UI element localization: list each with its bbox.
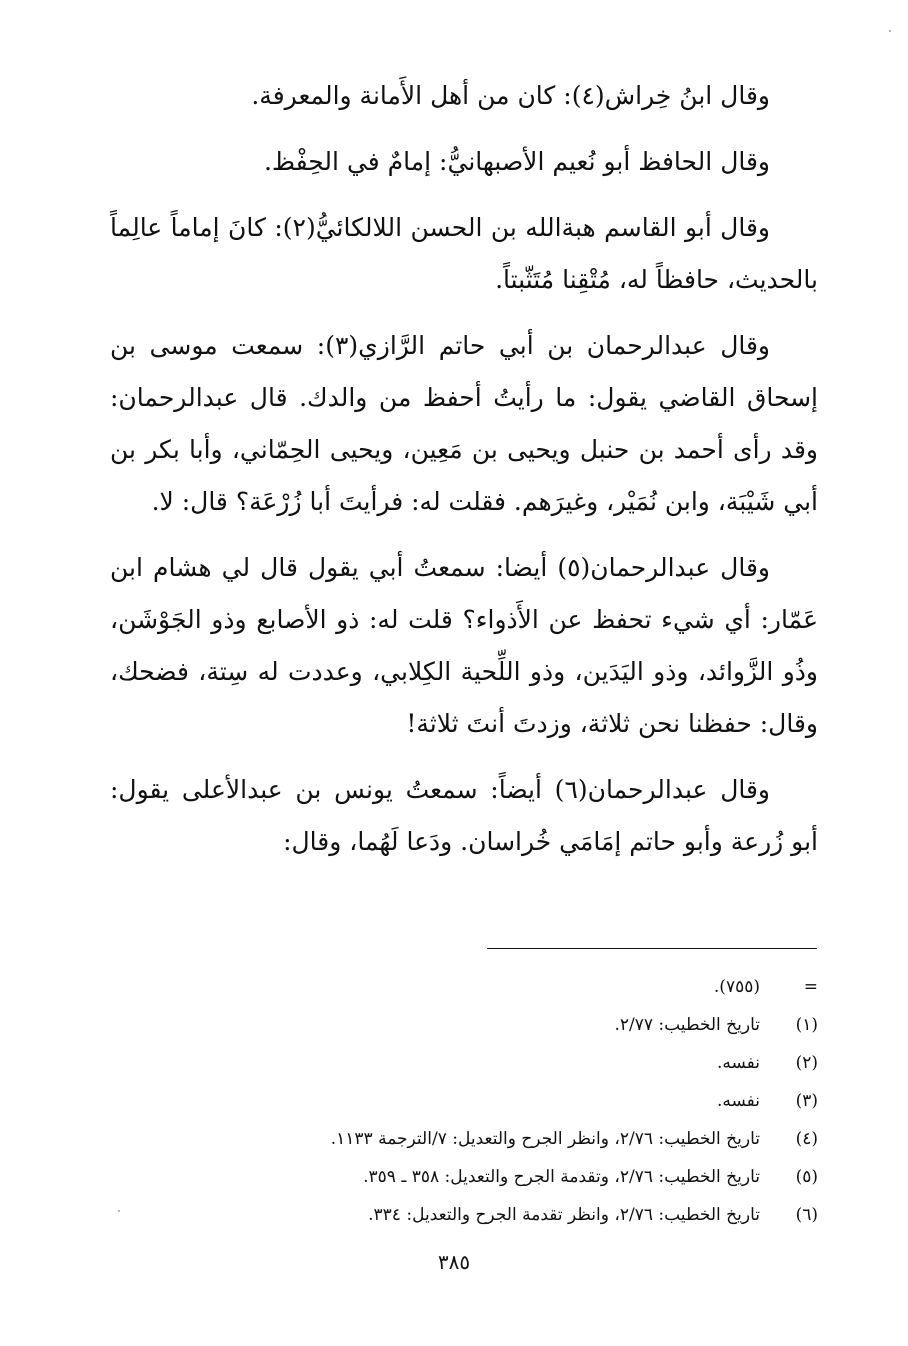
paragraph-ibn-abi-hatim: وقال عبدالرحمان بن أبي حاتم الرَّازي(٣): سمعت موسى بن إسحاق القاضي يقول: ما رأيتُ أحفظ من والدك. قال عبدالرحمان: وقد رأى أحمد بن حنبل ويحيى بن مَعِين، ويحيى الحِمّاني، وأبا بكر بن أبي شَيْبَة، وابن نُمَيْر، وغيرَهم. فقلت له: فرأيتَ أبا زُرْعَة؟ قال: لا. [110,331,818,516]
scan-speck [118,1210,120,1212]
footnote-text: نفسه. [716,1053,760,1073]
footnote-text: نفسه. [716,1091,760,1111]
paragraph-ibn-khirash: وقال ابنُ خِراش(٤): كان من أهل الأَمانة والمعرفة. [251,81,770,110]
footnote-text: تاريخ الخطيب: ٢/٧٦، وانظر الجرح والتعديل: ٧/الترجمة ١١٣٣. [330,1129,760,1149]
scan-speck [889,30,891,32]
paragraph-hisham-ibn-ammar: وقال عبدالرحمان(٥) أيضا: سمعتُ أبي يقول قال لي هشام ابن عَمّار: أي شيء تحفظ عن الأَذواء؟ قلت له: ذو الأصابع وذو الجَوْشَن، وذُو الزَّوائد، وذو اليَدَين، وذو اللِّحية الكِلابي، وعددت له سِتة، فضحك، وقال: حفظنا نحن ثلاثة، وزدتَ أنتَ ثلاثة! [110,553,818,738]
footnote-number: (٢) [795,1053,818,1073]
footnote-number: (٤) [795,1129,818,1149]
paragraph-yunus: وقال عبدالرحمان(٦) أيضاً: سمعتُ يونس بن عبدالأعلى يقول: أبو زُرعة وأبو حاتم إمَامَي خُراسان. ودَعا لَهُما، وقال: [110,775,818,856]
footnote-3 [110,1082,818,1120]
footnote-continuation [110,968,818,1006]
footnote-4 [110,1120,818,1158]
footnotes-block [110,968,818,1234]
footnote-text: تاريخ الخطيب: ٢/٧٦، وانظر تقدمة الجرح والتعديل: ٣٣٤. [368,1205,760,1225]
footnote-text: تاريخ الخطيب: ٢/٧٧. [614,1015,760,1035]
footnote-number: (٦) [795,1205,818,1225]
footnote-separator [487,948,817,949]
paragraph-abu-nuaym: وقال الحافظ أبو نُعيم الأصبهانيُّ: إمامٌ في الحِفْظ. [263,147,770,176]
page-number: ٣٨٥ [437,1250,471,1274]
footnote-1 [110,1006,818,1044]
footnote-number: (٥) [795,1167,818,1187]
footnote-5 [110,1158,818,1196]
footnote-text: (٧٥٥). [713,977,760,997]
footnote-number: (١) [795,1015,818,1035]
footnote-number: = [803,977,818,997]
footnote-number: (٣) [795,1091,818,1111]
main-text-block [110,70,818,880]
paragraph-lalakai: وقال أبو القاسم هبةالله بن الحسن اللالكائيُّ(٢): كانَ إماماً عالِماً بالحديث، حافظاً له، مُتْقِنا مُتَثّبتاً. [110,213,818,294]
footnote-text: تاريخ الخطيب: ٢/٧٦، وتقدمة الجرح والتعديل: ٣٥٨ ـ ٣٥٩. [363,1167,760,1187]
footnote-2 [110,1044,818,1082]
footnote-6 [110,1196,818,1234]
